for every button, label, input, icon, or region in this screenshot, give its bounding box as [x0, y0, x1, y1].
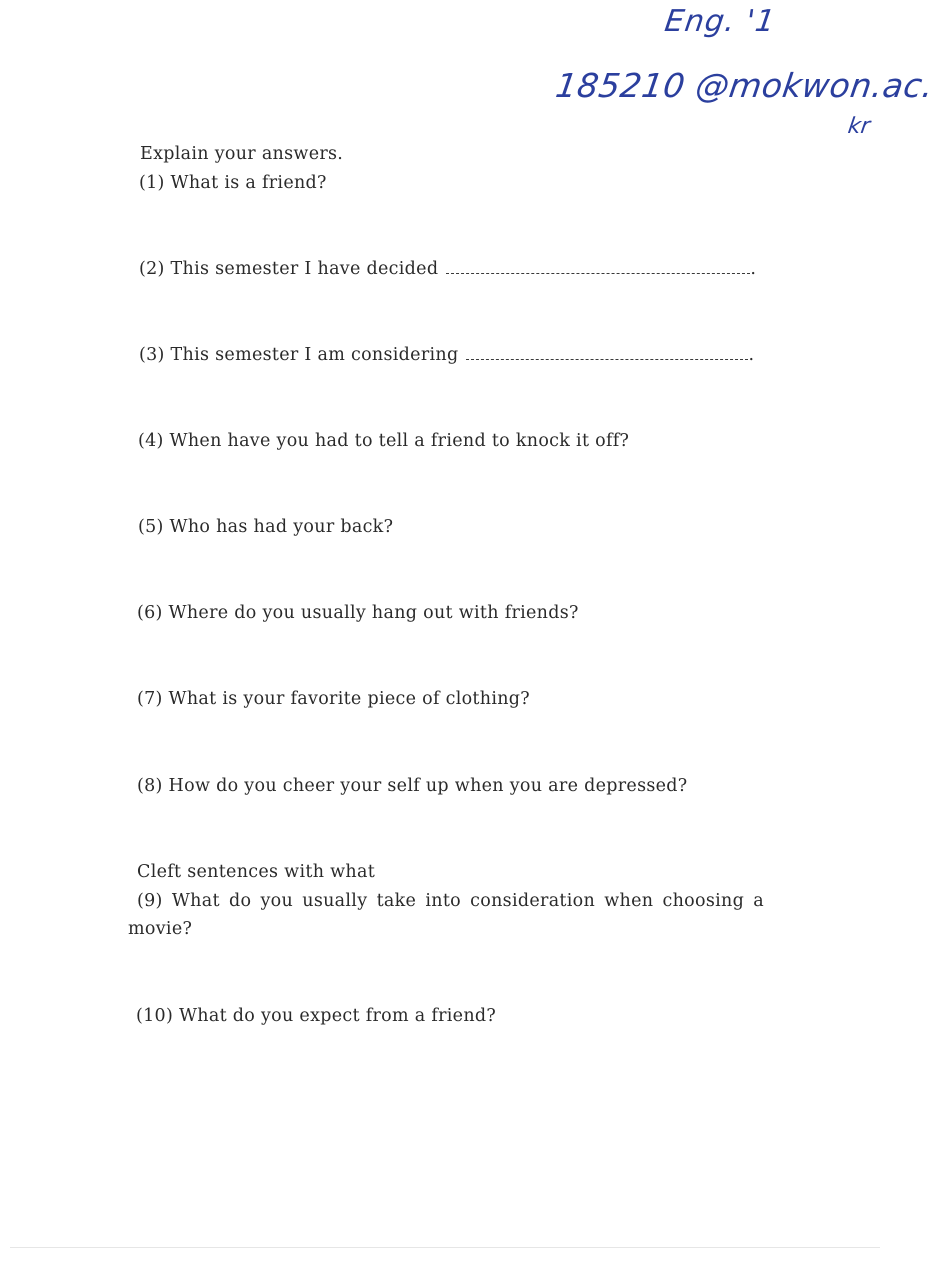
question-6: (6) Where do you usually hang out with friends?	[137, 603, 579, 623]
handwritten-class-note: Eng. '1	[662, 4, 778, 39]
worksheet-instruction: Explain your answers.	[140, 144, 344, 164]
question-2	[139, 258, 756, 280]
section-heading-cleft-sentences: Cleft sentences with what	[137, 862, 376, 882]
question-2-text: (2) This semester I have decided	[139, 259, 439, 279]
question-1: (1) What is a friend?	[139, 173, 327, 193]
question-9-line-1: (9) What do you usually take into consideration when choosing a	[137, 891, 764, 911]
page-bottom-edge	[10, 1247, 880, 1248]
question-3	[139, 344, 754, 366]
question-8: (8) How do you cheer your self up when you are depressed?	[137, 776, 688, 796]
question-3-text: (3) This semester I am considering	[139, 345, 459, 365]
answer-blank-3	[466, 345, 748, 360]
handwritten-email-suffix: kr	[846, 114, 872, 139]
question-5: (5) Who has had your back?	[138, 517, 394, 537]
blank-2-period: .	[750, 259, 757, 279]
question-7: (7) What is your favorite piece of clothing?	[137, 689, 530, 709]
question-4: (4) When have you had to tell a friend to knock it off?	[138, 431, 630, 451]
question-9-line-2: movie?	[128, 919, 193, 939]
blank-3-period: .	[748, 345, 755, 365]
answer-blank-2	[446, 259, 750, 274]
question-10: (10) What do you expect from a friend?	[136, 1006, 497, 1026]
handwritten-email-address: 185210 @mokwon.ac.	[553, 66, 936, 105]
